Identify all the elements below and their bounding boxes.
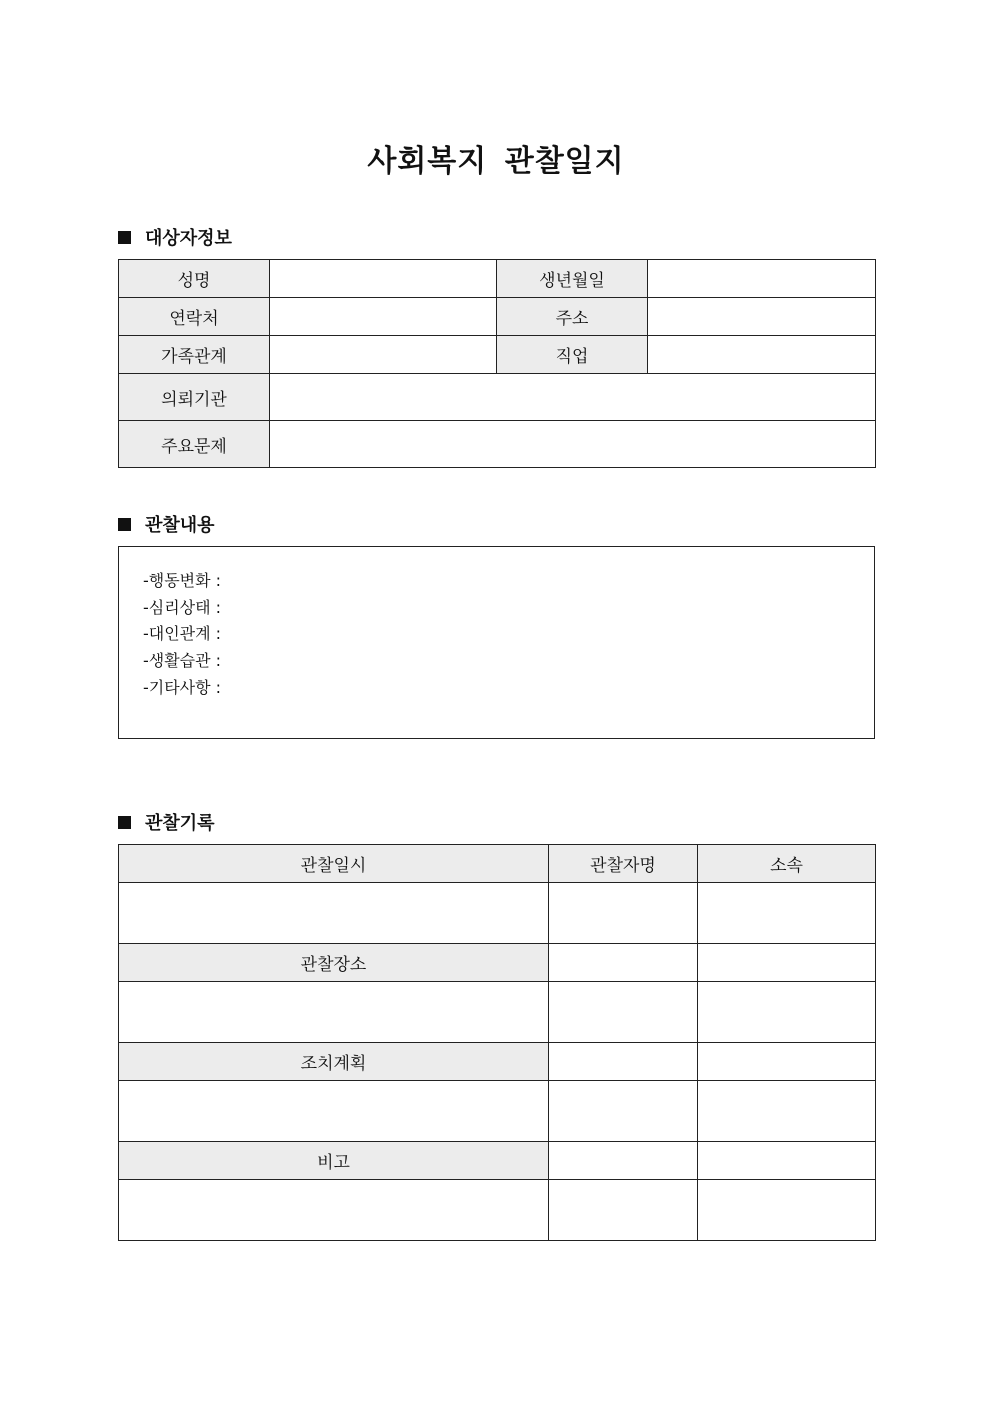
- birthdate-label: 생년월일: [497, 260, 648, 298]
- section-heading-subject-info: [118, 224, 232, 250]
- observation-item-behavior: -행동변화 :: [143, 571, 222, 590]
- subject-info-table: [118, 259, 876, 468]
- occupation-field[interactable]: [648, 336, 876, 374]
- affiliation-header: 소속: [698, 845, 876, 883]
- table-cell[interactable]: [549, 1142, 698, 1180]
- observation-place-label: 관찰장소: [119, 944, 549, 982]
- action-plan-label: 조치계획: [119, 1043, 549, 1081]
- table-cell[interactable]: [698, 1142, 876, 1180]
- section-heading-label: 관찰내용: [145, 515, 215, 536]
- action-plan-field[interactable]: [119, 1081, 549, 1142]
- square-bullet-icon: [118, 231, 131, 244]
- birthdate-field[interactable]: [648, 260, 876, 298]
- table-cell[interactable]: [698, 944, 876, 982]
- name-label: 성명: [119, 260, 270, 298]
- table-cell[interactable]: [549, 1180, 698, 1241]
- observation-record-table: [118, 844, 876, 1241]
- address-label: 주소: [497, 298, 648, 336]
- referral-agency-label: 의뢰기관: [119, 374, 270, 421]
- name-field[interactable]: [270, 260, 497, 298]
- occupation-label: 직업: [497, 336, 648, 374]
- remarks-field[interactable]: [119, 1180, 549, 1241]
- observer-name-header: 관찰자명: [549, 845, 698, 883]
- observation-box[interactable]: [118, 546, 875, 739]
- section-heading-label: 관찰기록: [145, 813, 215, 834]
- observation-datetime-header: 관찰일시: [119, 845, 549, 883]
- address-field[interactable]: [648, 298, 876, 336]
- observation-item-psychology: -심리상태 :: [143, 598, 222, 617]
- table-cell[interactable]: [698, 1180, 876, 1241]
- main-problem-field[interactable]: [270, 421, 876, 468]
- square-bullet-icon: [118, 816, 131, 829]
- table-cell[interactable]: [698, 1081, 876, 1142]
- contact-field[interactable]: [270, 298, 497, 336]
- observation-place-field[interactable]: [119, 982, 549, 1043]
- table-cell[interactable]: [549, 1081, 698, 1142]
- contact-label: 연락처: [119, 298, 270, 336]
- table-cell[interactable]: [549, 1043, 698, 1081]
- referral-agency-field[interactable]: [270, 374, 876, 421]
- affiliation-field[interactable]: [698, 883, 876, 944]
- table-cell[interactable]: [549, 982, 698, 1043]
- section-heading-record: [118, 809, 215, 835]
- square-bullet-icon: [118, 518, 131, 531]
- table-cell[interactable]: [549, 944, 698, 982]
- observation-item-relationships: -대인관계 :: [143, 624, 222, 643]
- remarks-label: 비고: [119, 1142, 549, 1180]
- table-cell[interactable]: [698, 1043, 876, 1081]
- observer-name-field[interactable]: [549, 883, 698, 944]
- observation-datetime-field[interactable]: [119, 883, 549, 944]
- table-cell[interactable]: [698, 982, 876, 1043]
- observation-item-habits: -생활습관 :: [143, 651, 222, 670]
- family-relation-field[interactable]: [270, 336, 497, 374]
- section-heading-label: 대상자정보: [145, 228, 232, 249]
- section-heading-observation: [118, 511, 215, 537]
- observation-item-other: -기타사항 :: [143, 678, 222, 697]
- main-problem-label: 주요문제: [119, 421, 270, 468]
- family-relation-label: 가족관계: [119, 336, 270, 374]
- page-title: 사회복지 관찰일지: [367, 144, 625, 179]
